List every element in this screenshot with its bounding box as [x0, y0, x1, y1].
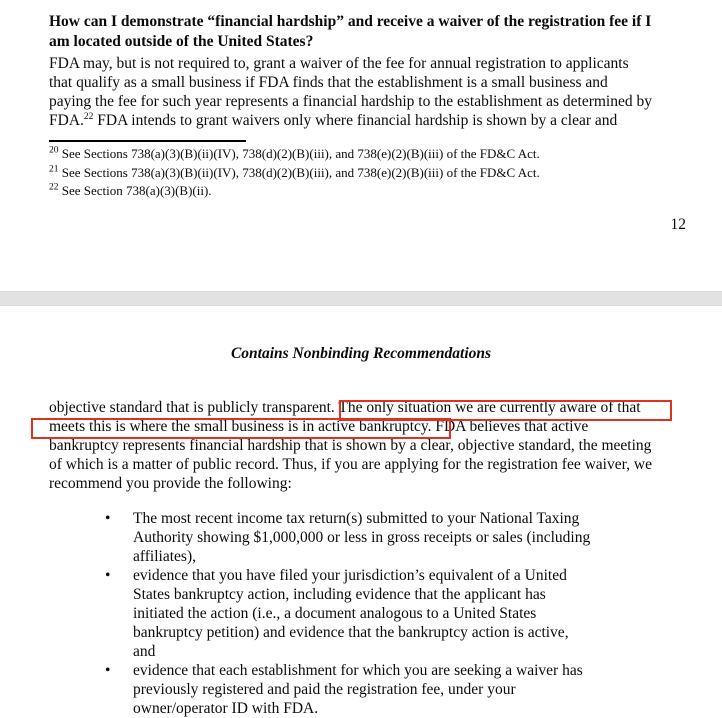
- bullet-line: owner/operator ID with FDA.: [133, 700, 319, 717]
- body-line-with-footnote-ref: [49, 111, 689, 130]
- bullet-line: affiliates),: [133, 548, 196, 565]
- bullet-line: evidence that each establishment for which you are seeking a waiver has: [133, 662, 583, 679]
- red-annotation-box-2: [31, 418, 451, 439]
- footnote-22: [49, 182, 689, 201]
- footnote-number: 21: [49, 164, 59, 175]
- bullet-line: bankruptcy petition) and evidence that the bankruptcy action is active,: [133, 624, 569, 641]
- bullet-text: [133, 661, 685, 718]
- nonbinding-recommendations-header: Contains Nonbinding Recommendations: [230, 345, 492, 362]
- heading-line: How can I demonstrate “financial hardship” and receive a waiver of the registration fee if I: [49, 13, 652, 30]
- bullet-line: Authority showing $1,000,000 or less in gross receipts or sales (including: [133, 529, 591, 546]
- footnote-21: [49, 164, 689, 183]
- bullet-line: previously registered and paid the registration fee, under your: [133, 681, 516, 698]
- page-number: 12: [670, 216, 686, 233]
- body-line: objective standard that is publicly transparent. The only situation we are currently aware of that: [49, 399, 641, 416]
- list-item: [105, 566, 685, 661]
- list-item: [105, 661, 685, 718]
- bullet-icon: •: [105, 510, 111, 527]
- footnote-text: See Sections 738(a)(3)(B)(ii)(IV), 738(d)(2)(B)(iii), and 738(e)(2)(B)(iii) of the FD&C Act.: [58, 164, 540, 180]
- footnote-text: See Sections 738(a)(3)(B)(ii)(IV), 738(d)(2)(B)(iii), and 738(e)(2)(B)(iii) of the FD&C Act.: [58, 146, 540, 161]
- bullet-line: States bankruptcy action, including evidence that the applicant has: [133, 586, 546, 603]
- bullet-line: initiated the action (i.e., a document analogous to a United States: [133, 605, 537, 622]
- body-line: of which is a matter of public record. Thus, if you are applying for the registration fee waiver, we: [49, 456, 652, 473]
- heading-line: am located outside of the United States?: [49, 33, 314, 50]
- footnote-20: [49, 145, 689, 164]
- body-line: bankruptcy represents financial hardship that is shown by a clear, objective standard, the meeting: [49, 437, 652, 454]
- footnotes-block: [49, 145, 689, 201]
- bullet-list: [105, 509, 685, 718]
- bullet-icon: •: [105, 567, 111, 584]
- question-heading: [49, 12, 689, 52]
- body-line: that qualify as a small business if FDA finds that the establishment is a small business and: [49, 74, 608, 91]
- bullet-icon: •: [105, 662, 111, 679]
- footnote-text: See Section 738(a)(3)(B)(ii).: [58, 183, 212, 199]
- bullet-line: evidence that you have filed your jurisdiction’s equivalent of a United: [133, 567, 567, 584]
- body-line: FDA may, but is not required to, grant a waiver of the fee for annual registration to applicants: [49, 55, 629, 72]
- bullet-line: and: [133, 643, 156, 660]
- page-break-separator: [0, 291, 722, 306]
- body-line: meets this is where the small business is in active bankruptcy. FDA believes that active: [49, 418, 589, 435]
- body-text: FDA intends to grant waivers only where financial hardship is shown by a clear and: [93, 112, 618, 129]
- footnote-separator-rule: [49, 140, 246, 142]
- bullet-text: [133, 509, 685, 566]
- bullet-line: The most recent income tax return(s) submitted to your National Taxing: [133, 510, 580, 527]
- body-line: paying the fee for such year represents a financial hardship to the establishment as determined by: [49, 93, 652, 110]
- bullet-text: [133, 566, 685, 661]
- footnote-ref-22: 22: [83, 111, 94, 122]
- body-text: FDA.: [49, 112, 84, 129]
- body-line: recommend you provide the following:: [49, 475, 292, 492]
- footnote-number: 22: [49, 182, 59, 193]
- list-item: [105, 509, 685, 566]
- page1-paragraph: [49, 54, 689, 130]
- footnote-number: 20: [49, 145, 59, 156]
